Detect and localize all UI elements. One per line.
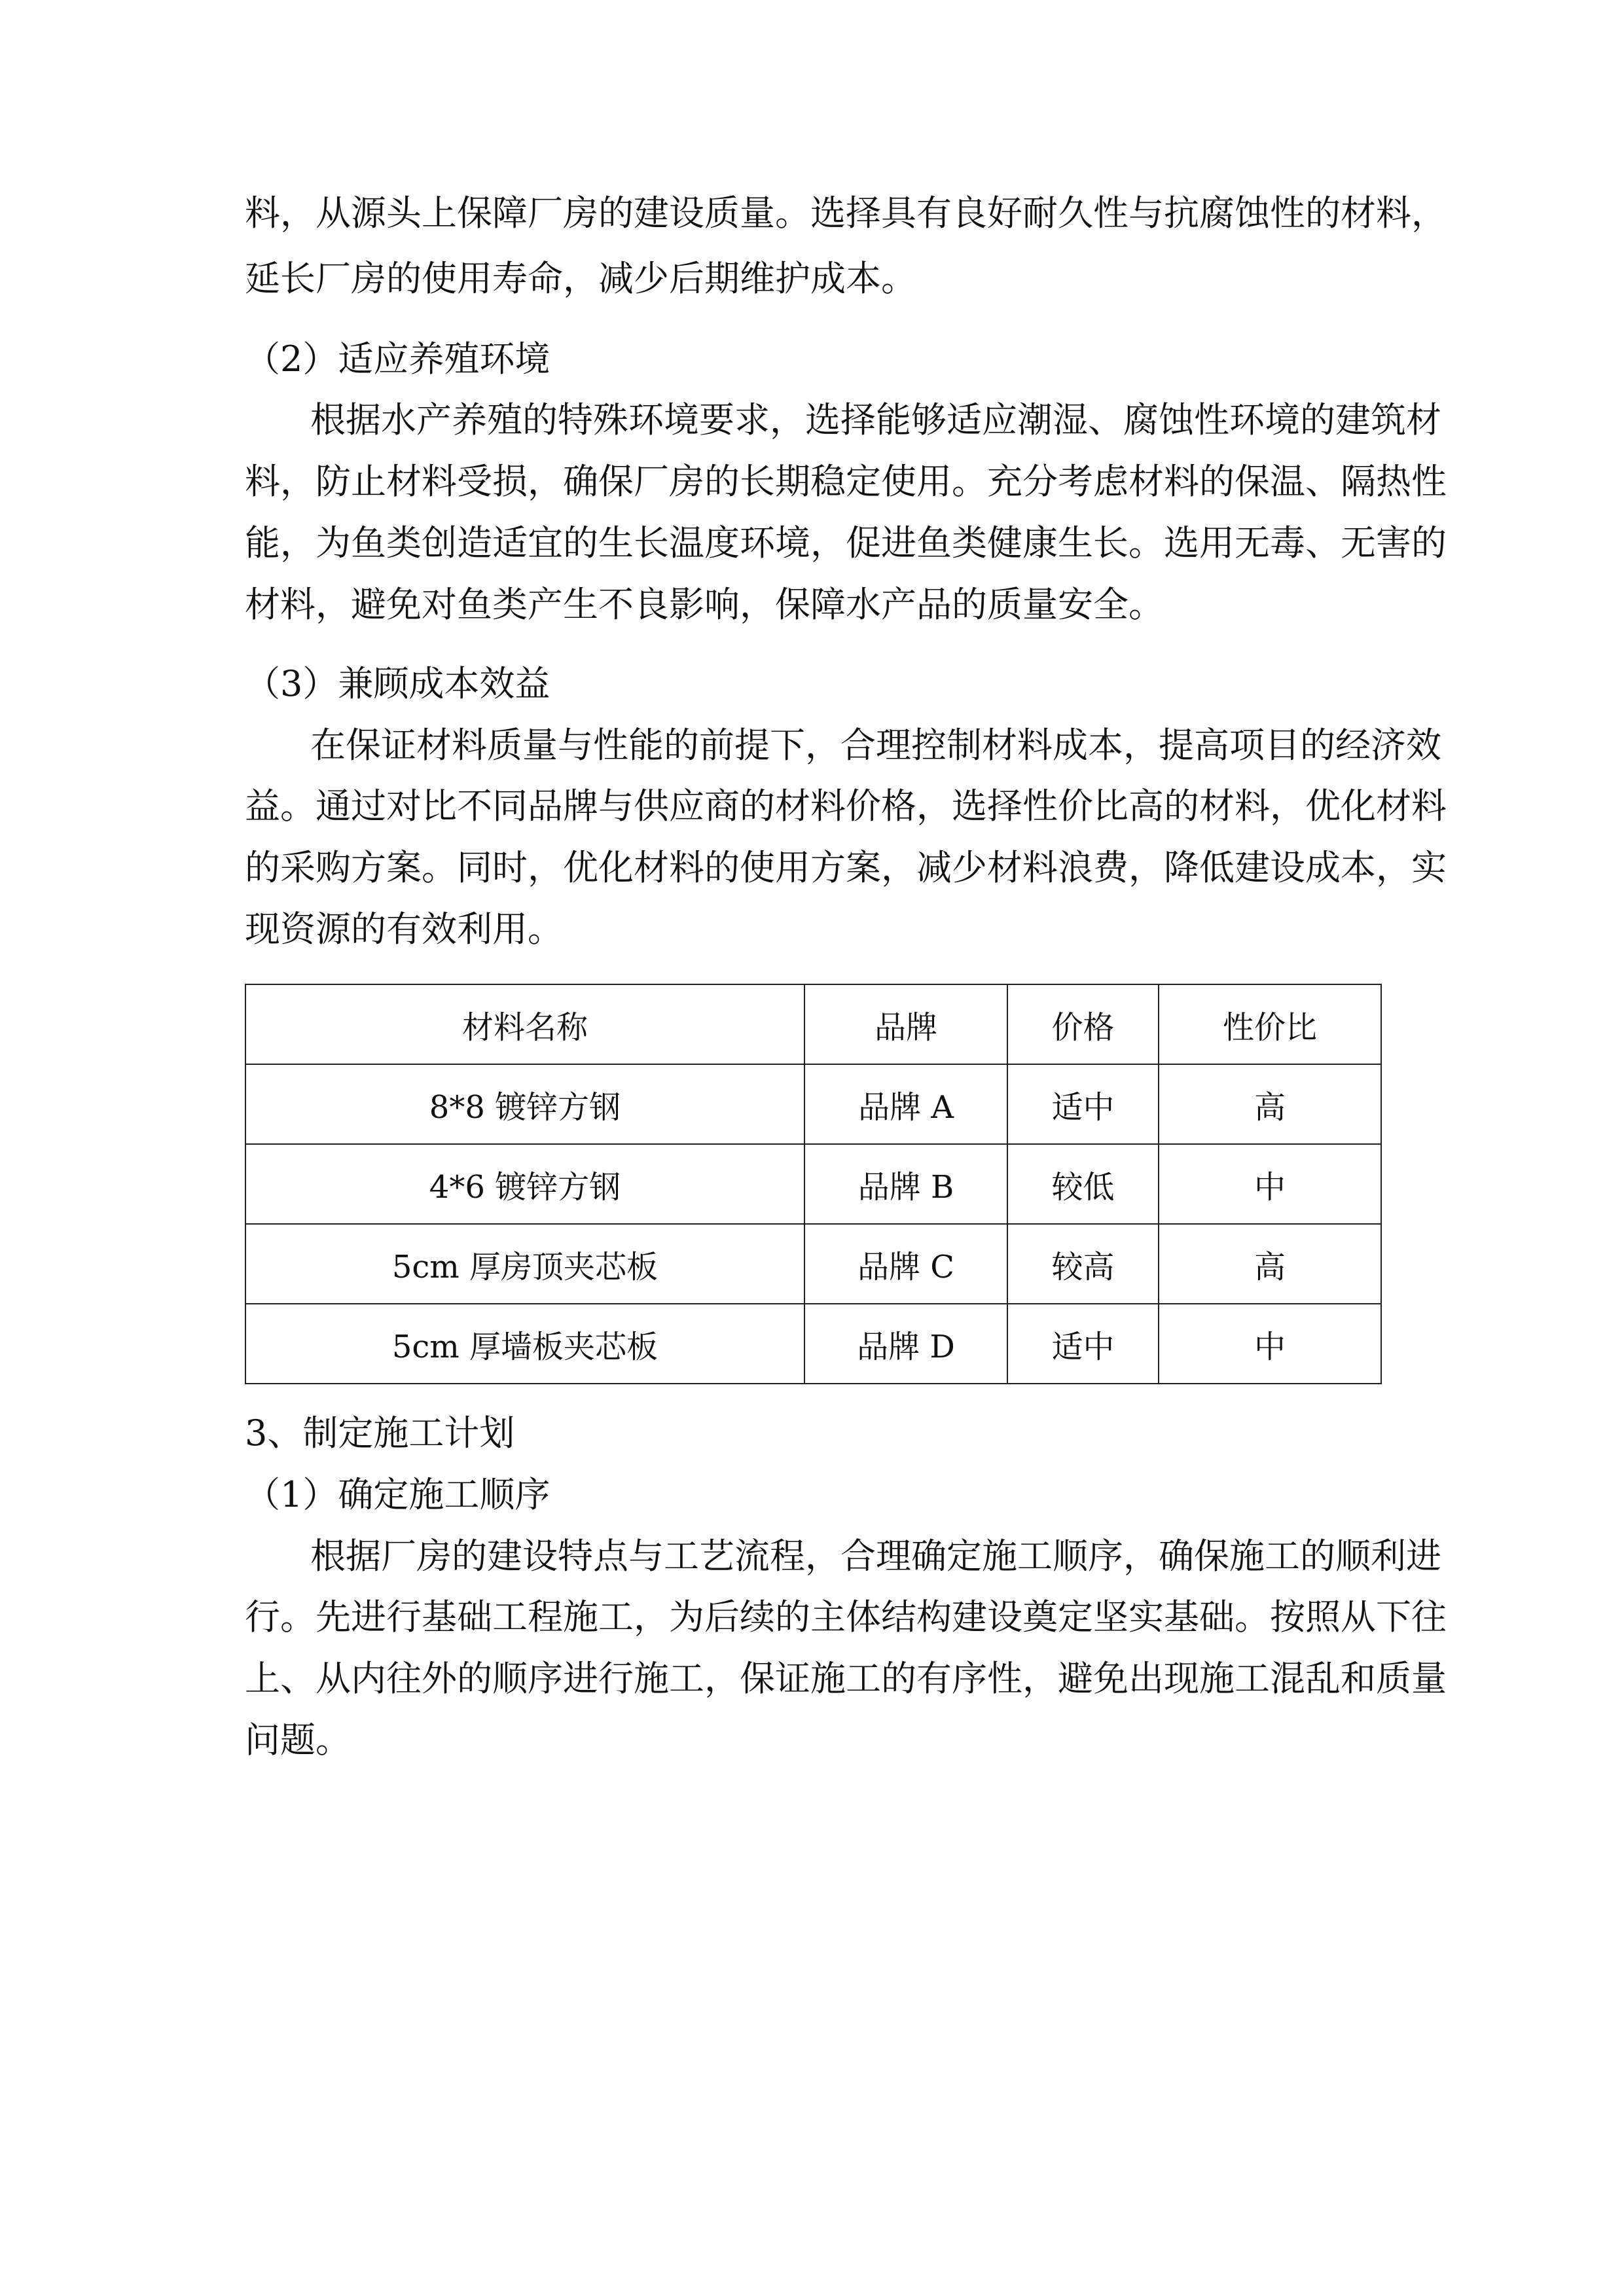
cell-brand: 品牌 A <box>804 1064 1007 1144</box>
paragraph-line: 延长厂房的使用寿命，减少后期维护成本。 <box>245 258 916 299</box>
header-brand: 品牌 <box>804 984 1007 1064</box>
cell-price: 适中 <box>1007 1304 1159 1384</box>
section-heading: （3）兼顾成本效益 <box>245 663 550 704</box>
paragraph-line: 问题。 <box>245 1719 351 1761</box>
table-row <box>245 1224 1381 1304</box>
paragraph-line: 料，防止材料受损，确保厂房的长期稳定使用。充分考虑材料的保温、隔热性 <box>245 461 1447 502</box>
cell-material: 4*6 镀锌方钢 <box>245 1144 804 1224</box>
paragraph-line: 能，为鱼类创造适宜的生长温度环境，促进鱼类健康生长。选用无毒、无害的 <box>245 522 1447 564</box>
paragraph-line: 根据水产养殖的特殊环境要求，选择能够适应潮湿、腐蚀性环境的建筑材 <box>310 399 1441 440</box>
paragraph-line: 根据厂房的建设特点与工艺流程，合理确定施工顺序，确保施工的顺利进 <box>310 1535 1441 1577</box>
table-row <box>245 1144 1381 1224</box>
paragraph-line: 料，从源头上保障厂房的建设质量。选择具有良好耐久性与抗腐蚀性的材料， <box>245 192 1447 234</box>
cell-price: 较高 <box>1007 1224 1159 1304</box>
cell-price: 适中 <box>1007 1064 1159 1144</box>
paragraph-line: 益。通过对比不同品牌与供应商的材料价格，选择性价比高的材料，优化材料 <box>245 785 1447 827</box>
header-material-name: 材料名称 <box>245 984 804 1064</box>
paragraph-line: 材料，避免对鱼类产生不良影响，保障水产品的质量安全。 <box>245 584 1164 625</box>
paragraph-line: 在保证材料质量与性能的前提下，合理控制材料成本，提高项目的经济效 <box>310 725 1441 766</box>
cell-brand: 品牌 D <box>804 1304 1007 1384</box>
table-row <box>245 1064 1381 1144</box>
paragraph-line: 现资源的有效利用。 <box>245 908 563 950</box>
paragraph-line: 行。先进行基础工程施工，为后续的主体结构建设奠定坚实基础。按照从下往 <box>245 1596 1447 1638</box>
paragraph-line: 上、从内往外的顺序进行施工，保证施工的有序性，避免出现施工混乱和质量 <box>245 1658 1447 1699</box>
cell-value: 中 <box>1159 1144 1381 1224</box>
cell-material: 5cm 厚房顶夹芯板 <box>245 1224 804 1304</box>
materials-table <box>245 984 1382 1384</box>
cell-price: 较低 <box>1007 1144 1159 1224</box>
section-heading: （2）适应养殖环境 <box>245 338 550 380</box>
section-heading: 3、制定施工计划 <box>245 1412 515 1454</box>
cell-value: 中 <box>1159 1304 1381 1384</box>
cell-brand: 品牌 C <box>804 1224 1007 1304</box>
cell-brand: 品牌 B <box>804 1144 1007 1224</box>
paragraph-line: 的采购方案。同时，优化材料的使用方案，减少材料浪费，降低建设成本，实 <box>245 847 1447 888</box>
cell-material: 8*8 镀锌方钢 <box>245 1064 804 1144</box>
section-heading: （1）确定施工顺序 <box>245 1474 550 1515</box>
cell-value: 高 <box>1159 1064 1381 1144</box>
cell-material: 5cm 厚墙板夹芯板 <box>245 1304 804 1384</box>
cell-value: 高 <box>1159 1224 1381 1304</box>
header-price: 价格 <box>1007 984 1159 1064</box>
table-header-row <box>245 984 1381 1064</box>
header-value: 性价比 <box>1159 984 1381 1064</box>
table-row <box>245 1304 1381 1384</box>
